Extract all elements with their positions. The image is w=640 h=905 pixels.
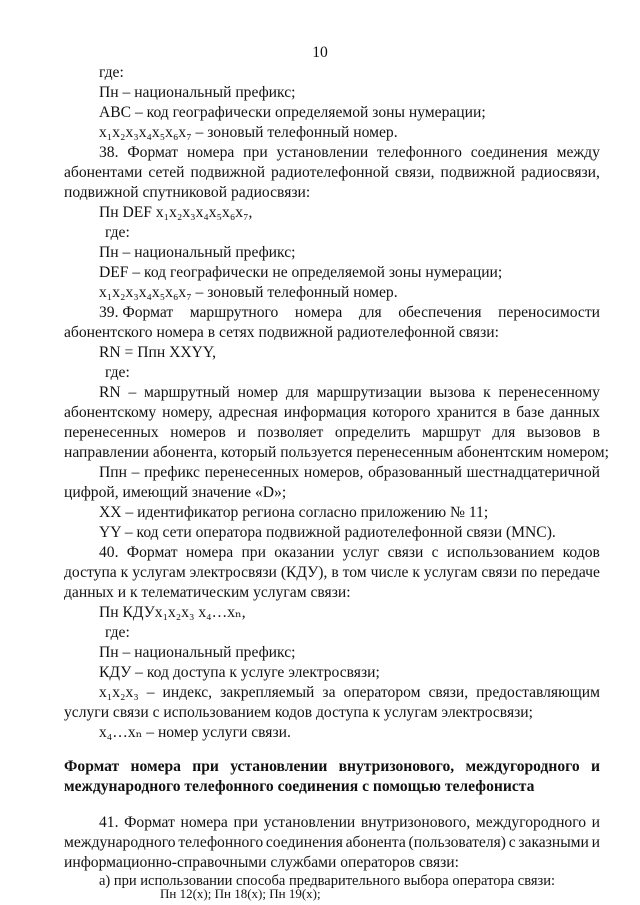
item-38-prefix-def: Пн – национальный префикс; xyxy=(99,244,296,261)
item-39-line-2: абонентского номера в сетях подвижной радиотелефонной связи: xyxy=(64,324,499,341)
item-40-line-2: доступа к услугам электросвязи (КДУ), в том числе к услугам связи по передаче xyxy=(64,564,600,581)
item-39-formula: RN = Ппн XXYY, xyxy=(99,344,217,361)
item-40-formula: Пн КДУx₁x₂x₃ x₄…xₙ, xyxy=(99,604,246,621)
item-41-line-1: 41. Формат номера при установлении внутризонового, междугородного и xyxy=(99,814,600,831)
item-40-kdu-def: КДУ – код доступа к услуге электросвязи; xyxy=(99,664,380,681)
item-39-where: где: xyxy=(105,364,130,381)
abc-definition: ABC – код географически определяемой зоны нумерации; xyxy=(99,104,486,121)
zone-number-definition xyxy=(99,123,398,143)
prefix-definition: Пн – национальный префикс; xyxy=(99,84,296,101)
page-number: 10 xyxy=(312,44,328,61)
item-40-service-number: x₄…xₙ – номер услуги связи. xyxy=(99,724,291,741)
item-41-line-2: международного телефонного соединения абонента (пользователя) с заказными и xyxy=(64,834,600,851)
section-heading-line-2: международного телефонного соединения с помощью телефониста xyxy=(64,778,535,795)
item-41-codes: Пн 12(x); Пн 18(x); Пн 19(x); xyxy=(160,886,321,901)
item-38-def-def: DEF – код географически не определяемой зоны нумерации; xyxy=(99,264,503,281)
zone-number-variables: x₁x₂x₃x₄x₅x₆x₇ xyxy=(99,124,192,141)
zone-number-text: – зоновый телефонный номер. xyxy=(191,124,398,141)
item-40-line-3: данных и к телематическим услугам связи: xyxy=(64,584,351,601)
item-39-rn-line-4: направлении абонента, который пользуется перенесенным абонентским номером; xyxy=(64,444,609,461)
item-39-rn-line-2: абонентскому номеру, адресная информация которого хранится в базе данных xyxy=(64,404,600,421)
item-39-rn-line-3: перенесенных номеров и позволяет определить маршрут для вызовов в xyxy=(64,424,600,441)
item-40-index-line-2: услуги связи с использованием кодов доступа к услугам электросвязи; xyxy=(64,704,533,721)
item-40-prefix-def: Пн – национальный префикс; xyxy=(99,644,296,661)
item-39-ppn-line-2: цифрой, имеющий значение «D»; xyxy=(64,484,287,501)
where-label: где: xyxy=(99,64,124,81)
item-38-line-2: абонентами сетей подвижной радиотелефонной связи, подвижной радиосвязи, xyxy=(64,164,600,181)
section-heading-line-1: Формат номера при установлении внутризонового, междугородного и xyxy=(64,758,600,775)
item-40-where: где: xyxy=(105,624,130,641)
item-41-sub-a: а) при использовании способа предварительного выбора оператора связи: xyxy=(99,873,556,889)
item-38-zone-def: x₁x₂x₃x₄x₅x₆x₇ – зоновый телефонный номер. xyxy=(99,284,398,301)
item-39-line-1: 39. Формат маршрутного номера для обеспечения переносимости xyxy=(99,304,600,321)
item-40-index-line-1: x₁x₂x₃ – индекс, закрепляемый за оператором связи, предоставляющим xyxy=(99,684,600,701)
item-39-yy: YY – код сети оператора подвижной радиотелефонной связи (MNC). xyxy=(99,524,556,541)
item-39-xx: XX – идентификатор региона согласно приложению № 11; xyxy=(99,504,489,521)
item-40-line-1: 40. Формат номера при оказании услуг связи с использованием кодов xyxy=(99,544,600,561)
item-39-ppn-line-1: Ппн – префикс перенесенных номеров, образованный шестнадцатеричной xyxy=(99,464,600,481)
item-38-formula: Пн DEF x₁x₂x₃x₄x₅x₆x₇, xyxy=(99,204,253,221)
item-38-line-3: подвижной спутниковой радиосвязи: xyxy=(64,184,311,201)
item-39-rn-line-1: RN – маршрутный номер для маршрутизации вызова к перенесенному xyxy=(99,384,600,401)
item-41-line-3: информационно-справочными службами операторов связи: xyxy=(64,854,459,871)
item-38-line-1: 38. Формат номера при установлении телефонного соединения между xyxy=(99,144,600,161)
item-38-where: где: xyxy=(105,224,130,241)
